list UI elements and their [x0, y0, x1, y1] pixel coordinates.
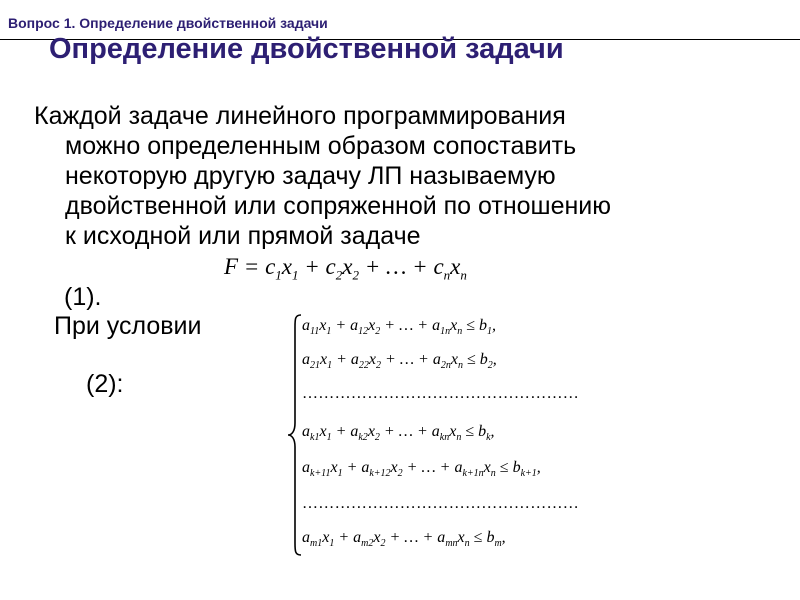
objective-label: (1). — [64, 283, 102, 311]
paragraph-line-1: Каждой задаче линейного программирования — [34, 102, 566, 130]
constraint-dots-1: …………………………………………… — [302, 385, 580, 402]
section-heading: Вопрос 1. Определение двойственной задачи — [8, 15, 328, 31]
paragraph-line-4: двойственной или сопряженной по отношению — [65, 192, 612, 220]
constraint-row-m: $a_{m1}x_1 + a_{m2}x_2$ + … + $a_{mn}x_n \le b_m$, — [302, 529, 506, 550]
constraint-row-k: $a_{k1}x_1 + a_{k2}x_2$ + … + $a_{kn}x_n \le b_k$, — [302, 423, 495, 444]
condition-intro: При условии — [54, 312, 202, 340]
paragraph-line-2: можно определенным образом сопоставить — [65, 132, 577, 160]
slide-title: Определение двойственной задачи — [49, 33, 564, 65]
constraint-dots-2: …………………………………………… — [302, 495, 580, 512]
objective-function-formula: $F = c_1x_1 + c_2x_2$ + … + $c_nx_n$ — [224, 254, 467, 283]
definition-paragraph — [34, 101, 774, 251]
constraint-row-1: $a_{11}x_1 + a_{12}x_2$ + … + $a_{1n}x_n \le b_1$, — [302, 317, 496, 338]
constraint-system — [286, 311, 666, 559]
paragraph-line-5: к исходной или прямой задаче — [65, 222, 421, 250]
paragraph-line-3: некоторую другую задачу ЛП называемую — [65, 162, 556, 190]
constraint-row-k1: $a_{k+11}x_1 + a_{k+12}x_2$ + … + $a_{k+1n}x_n \le b_{k+1}$, — [302, 459, 541, 480]
constraint-row-2: $a_{21}x_1 + a_{22}x_2$ + … + $a_{2n}x_n \le b_2$, — [302, 351, 497, 372]
constraints-label: (2): — [86, 370, 124, 398]
